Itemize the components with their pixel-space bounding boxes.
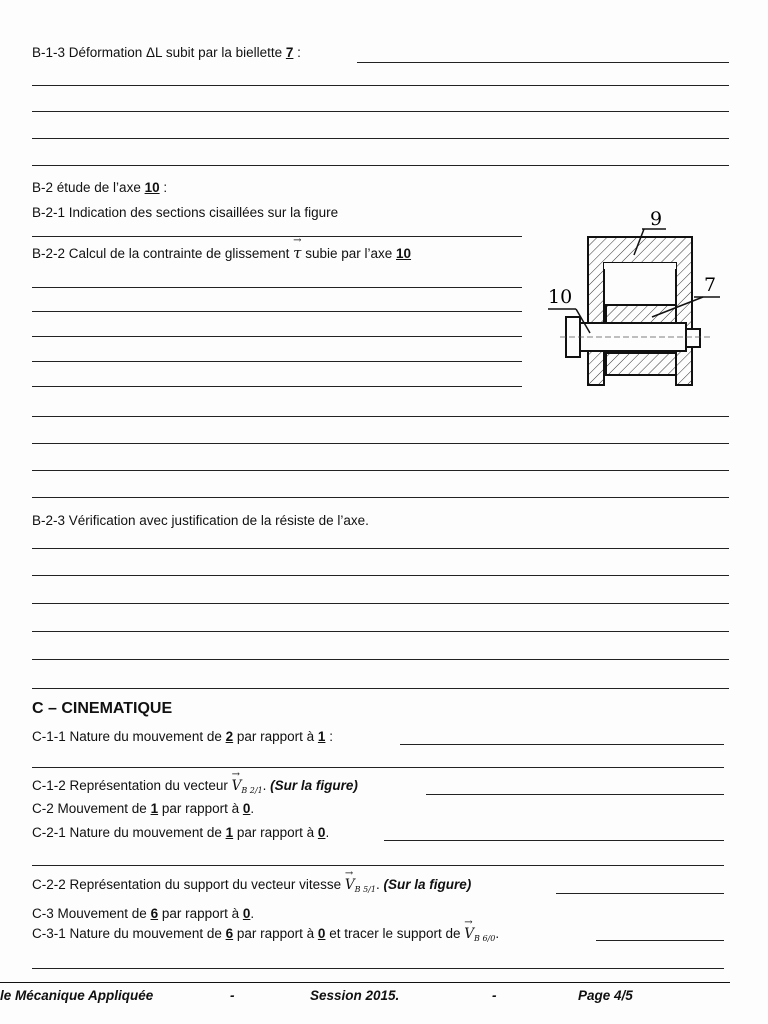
question-text: . (375, 877, 380, 892)
answer-line[interactable] (556, 893, 724, 894)
footer-page-number: Page 4/5 (578, 988, 633, 1003)
footer-session: Session 2015. (310, 988, 400, 1003)
footer-course: le Mécanique Appliquée (0, 988, 154, 1003)
question-suffix: : (293, 45, 301, 60)
question-b-2-2 (32, 244, 411, 262)
question-b-2-3: B-2-3 Vérification avec justification de la résiste de l’axe. (32, 513, 369, 528)
question-c-2-2 (32, 877, 471, 894)
vector-subscript: B 2/1 (241, 786, 263, 795)
part-number: 1 (317, 729, 326, 744)
answer-line[interactable] (384, 840, 724, 841)
part-number: 0 (317, 825, 326, 840)
question-suffix: . (250, 906, 255, 921)
question-text: par rapport à (233, 825, 318, 840)
part-number: 10 (396, 246, 412, 261)
question-c-2 (32, 801, 254, 816)
question-text: C-3 Mouvement de (32, 906, 151, 921)
answer-line[interactable] (596, 940, 724, 941)
part-number: 1 (150, 801, 159, 816)
question-text: C-1-2 Représentation du vecteur (32, 778, 232, 793)
footer-rule (0, 982, 730, 983)
part-number: 0 (242, 906, 251, 921)
label-9: 9 (650, 208, 663, 230)
answer-line[interactable] (32, 85, 729, 86)
answer-line[interactable] (32, 631, 729, 632)
question-suffix: : (325, 729, 333, 744)
question-suffix: . (325, 825, 330, 840)
velocity-vector-symbol: → V (345, 877, 355, 893)
mechanism-figure (540, 205, 720, 395)
answer-line[interactable] (32, 236, 522, 237)
answer-line[interactable] (32, 470, 729, 471)
answer-line[interactable] (32, 968, 724, 969)
answer-line[interactable] (32, 361, 522, 362)
answer-line[interactable] (426, 794, 724, 795)
question-text: C-2-2 Représentation du support du vecteur vitesse (32, 877, 345, 892)
answer-line[interactable] (400, 744, 724, 745)
question-text: et tracer le support de (325, 926, 465, 941)
answer-line[interactable] (32, 311, 522, 312)
answer-line[interactable] (32, 575, 729, 576)
question-text: C-2-1 Nature du mouvement de (32, 825, 226, 840)
part-number: 6 (150, 906, 159, 921)
section-title-cinematique: C – CINEMATIQUE (32, 700, 173, 717)
question-text: . (495, 926, 500, 941)
question-text: C-2 Mouvement de (32, 801, 151, 816)
question-text: B-2-2 Calcul de la contrainte de glissement (32, 246, 294, 261)
question-text: . (262, 778, 267, 793)
question-text: C-1-1 Nature du mouvement de (32, 729, 226, 744)
answer-line[interactable] (32, 443, 729, 444)
question-text: subie par l’axe (301, 246, 397, 261)
question-b-2-1: B-2-1 Indication des sections cisaillées sur la figure (32, 205, 339, 220)
section-b-2 (32, 180, 167, 195)
label-7: 7 (704, 274, 717, 296)
answer-line[interactable] (32, 659, 729, 660)
part-number: 6 (225, 926, 234, 941)
section-suffix: : (159, 180, 168, 195)
answer-line[interactable] (32, 165, 729, 166)
footer-separator: - (492, 988, 497, 1003)
answer-line[interactable] (32, 336, 522, 337)
question-c-3-1 (32, 926, 499, 943)
question-text: par rapport à (233, 926, 318, 941)
question-suffix: . (250, 801, 255, 816)
label-10: 10 (548, 286, 573, 308)
question-text: B-1-3 Déformation ΔL subit par la biellette (32, 45, 286, 60)
answer-line[interactable] (32, 603, 729, 604)
rod-part-7-lower (606, 353, 676, 375)
answer-line[interactable] (32, 767, 724, 768)
part-number: 0 (317, 926, 326, 941)
question-text: par rapport à (158, 801, 243, 816)
part-number: 1 (225, 825, 234, 840)
answer-line[interactable] (32, 386, 522, 387)
part-number: 2 (225, 729, 234, 744)
velocity-vector-symbol: → V (464, 926, 474, 942)
section-text: B-2 étude de l’axe (32, 180, 145, 195)
figure-note: (Sur la figure) (266, 778, 358, 793)
answer-line[interactable] (32, 111, 729, 112)
question-c-2-1 (32, 825, 329, 840)
axle-nut (686, 329, 700, 347)
answer-line[interactable] (32, 497, 729, 498)
question-text: par rapport à (233, 729, 318, 744)
answer-line[interactable] (32, 865, 724, 866)
question-text: par rapport à (158, 906, 243, 921)
answer-line[interactable] (32, 138, 729, 139)
answer-line[interactable] (357, 62, 729, 63)
velocity-vector-symbol: → V (232, 778, 242, 794)
vector-subscript: B 6/0 (474, 934, 496, 943)
question-c-3 (32, 906, 254, 921)
answer-line[interactable] (32, 548, 729, 549)
part-number: 0 (242, 801, 251, 816)
answer-line[interactable] (32, 416, 729, 417)
figure-note: (Sur la figure) (379, 877, 472, 892)
question-b-1-3 (32, 45, 301, 60)
tau-symbol: → τ (293, 244, 301, 262)
answer-line[interactable] (32, 287, 522, 288)
part-number: 10 (144, 180, 160, 195)
part-number: 7 (285, 45, 294, 60)
question-c-1-2 (32, 778, 358, 795)
question-text: C-3-1 Nature du mouvement de (32, 926, 226, 941)
footer-separator: - (230, 988, 235, 1003)
answer-line[interactable] (32, 688, 729, 689)
question-c-1-1 (32, 729, 333, 744)
vector-subscript: B 5/1 (354, 885, 376, 894)
